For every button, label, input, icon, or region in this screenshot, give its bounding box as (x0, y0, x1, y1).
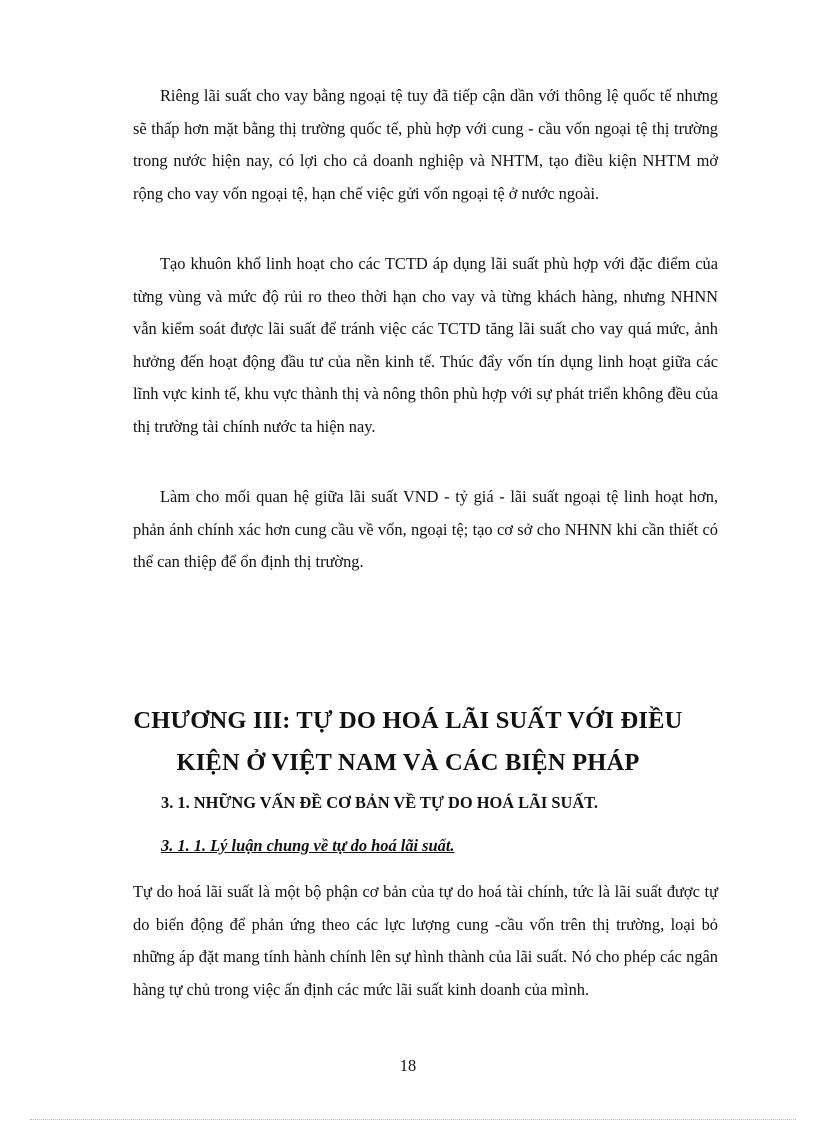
subsection-heading: 3. 1. 1. Lý luận chung về tự do hoá lãi suất. (161, 836, 455, 855)
chapter-title: CHƯƠNG III: TỰ DO HOÁ LÃI SUẤT VỚI ĐIỀU KIỆN Ở VIỆT NAM VÀ CÁC BIỆN PHÁP (133, 707, 683, 776)
body-paragraph-liberalization-definition: Tự do hoá lãi suất là một bộ phận cơ bản của tự do hoá tài chính, tức là lãi suất được tự do biến động để phản ứng theo các lực lượng cung -cầu vốn trên thị trường, loại bỏ những áp đặt mang tính hành chính lên sự hình thành của lãi suất. Nó cho phép các ngân hàng tự chủ trong việc ấn định các mức lãi suất kinh doanh của mình. (133, 882, 718, 999)
section-heading: 3. 1. NHỮNG VẤN ĐỀ CƠ BẢN VỀ TỰ DO HOÁ LÃI SUẤT. (161, 793, 598, 812)
body-paragraph-foreign-currency-rates: Riêng lãi suất cho vay bằng ngoại tệ tuy đã tiếp cận dần với thông lệ quốc tế nhưng sẽ thấp hơn mặt bằng thị trường quốc tế, phù hợp với cung - cầu vốn ngoại tệ thị trường trong nước hiện nay, có lợi cho cả doanh nghiệp và NHTM, tạo điều kiện NHTM mở rộng cho vay vốn ngoại tệ, hạn chế việc gửi vốn ngoại tệ ở nước ngoài. (133, 86, 718, 203)
page-number: 18 (399, 1056, 417, 1075)
page-bottom-divider (30, 1119, 796, 1120)
body-paragraph-rate-relationship: Làm cho mối quan hệ giữa lãi suất VND - tỷ giá - lãi suất ngoại tệ linh hoạt hơn, phản ánh chính xác hơn cung cầu về vốn, ngoại tệ; tạo cơ sở cho NHNN khi cần thiết có thể can thiệp để ổn định thị trường. (133, 487, 718, 571)
body-paragraph-flexible-framework: Tạo khuôn khổ linh hoạt cho các TCTD áp dụng lãi suất phù hợp với đặc điểm của từng vùng và mức độ rủi ro theo thời hạn cho vay và từng khách hàng, nhưng NHNN vẫn kiểm soát được lãi suất để tránh việc các TCTD tăng lãi suất cho vay quá mức, ảnh hưởng đến hoạt động đầu tư của nền kinh tế. Thúc đẩy vốn tín dụng linh hoạt giữa các lĩnh vực kinh tế, khu vực thành thị và nông thôn phù hợp với sự phát triển không đều của thị trường tài chính nước ta hiện nay. (133, 254, 718, 436)
